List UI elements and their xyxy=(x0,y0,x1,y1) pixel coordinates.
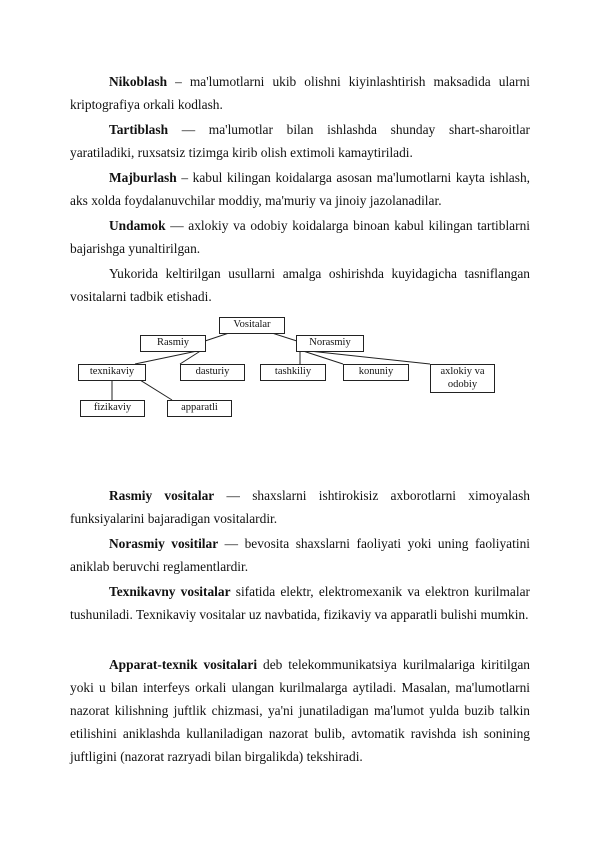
paragraph-norasmiy-vositalar xyxy=(70,532,530,578)
node-texnikaviy: texnikaviy xyxy=(78,364,146,381)
connector-norasmiy-axlokiy xyxy=(300,350,430,364)
definition: — shaxslarni ishtirokisiz axborotlarni ximoyalash funksiyalarini bajaradigan vositalardir. xyxy=(70,488,530,526)
term: Apparat-texnik vositalari xyxy=(109,657,258,672)
paragraph-apparat-texnik xyxy=(70,653,530,768)
definition: – ma'lumotlarni ukib olishni kiyinlashtirish maksadida ularni kriptografiya orkali kodlash. xyxy=(70,74,530,112)
paragraph-intro xyxy=(70,262,530,308)
connector-root-rasmiy xyxy=(202,326,250,342)
node-dasturiy: dasturiy xyxy=(180,364,245,381)
paragraph-majburlash xyxy=(70,166,530,212)
node-norasmiy: Norasmiy xyxy=(296,335,364,352)
term: Nikoblash xyxy=(109,74,168,89)
definition: — bevosita shaxslarni faoliyati yoki uning faoliyatini aniklab beruvchi reglamentlardir. xyxy=(70,536,530,574)
paragraph-undamok xyxy=(70,214,530,260)
node-axlokiy-va-odobiy: axlokiy va odobiy xyxy=(430,364,495,393)
connector-rasmiy-texnikaviy xyxy=(135,350,202,364)
term: Norasmiy vositilar xyxy=(109,536,219,551)
connector-norasmiy-konuniy xyxy=(300,350,343,364)
connector-root-norasmiy xyxy=(250,326,300,342)
term: Tartiblash xyxy=(109,122,169,137)
definition: – kabul kilingan koidalarga asosan ma'lumotlarni kayta ishlash, aks xolda foydalanuvchilar moddiy, ma'muriy va jinoiy jazolanadilar. xyxy=(70,170,530,208)
connector-texnikaviy-apparatli xyxy=(140,380,172,400)
node-fizikaviy: fizikaviy xyxy=(80,400,145,417)
definition: sifatida elektr, elektromexanik va elektron kurilmalar tushuniladi. Texnikaviy vositalar uz navbatida, fizikaviy va apparatli bulishi mumkin. xyxy=(70,584,530,622)
term: Undamok xyxy=(109,218,166,233)
node-konuniy: konuniy xyxy=(343,364,409,381)
definition: — axlokiy va odobiy koidalarga binoan kabul kilingan tartiblarni bajarishga yunaltirilgan. xyxy=(70,218,530,256)
node-rasmiy: Rasmiy xyxy=(140,335,206,352)
definition: — ma'lumotlar bilan ishlashda shunday shart-sharoitlar yaratiladiki, ruxsatsiz tizimga kirib olish extimoli kamaytiriladi. xyxy=(70,122,530,160)
paragraph-tartiblash xyxy=(70,118,530,164)
connector-rasmiy-dasturiy xyxy=(180,350,202,364)
term: Majburlash xyxy=(109,170,177,185)
definition: Yukorida keltirilgan usullarni amalga oshirishda kuyidagicha tasniflangan vositalarni tadbik etishadi. xyxy=(70,266,530,304)
paragraph-nikoblash xyxy=(70,70,530,116)
definition: deb telekommunikatsiya kurilmalariga kiritilgan yoki u bilan interfeys orkali ulangan kurilmalarga aytiladi. Masalan, ma'lumotlarni nazorat kilishning juftlik chizmasi, ya'ni junatiladigan ma'lumot yulda buzib talkin etilishini aniklashda kullaniladigan nazorat bulib, avtomatik ravishda ish sonining juftligini (nazorat razryadi bilan birgalikda) tekshiradi. xyxy=(70,657,530,764)
node-vositalar: Vositalar xyxy=(219,317,285,334)
paragraph-texnikaviy-vositalar xyxy=(70,580,530,626)
node-apparatli: apparatli xyxy=(167,400,232,417)
term: Rasmiy vositalar xyxy=(109,488,215,503)
node-tashkiliy: tashkiliy xyxy=(260,364,326,381)
paragraph-rasmiy-vositalar xyxy=(70,484,530,530)
term: Texnikavny vositalar xyxy=(109,584,231,599)
